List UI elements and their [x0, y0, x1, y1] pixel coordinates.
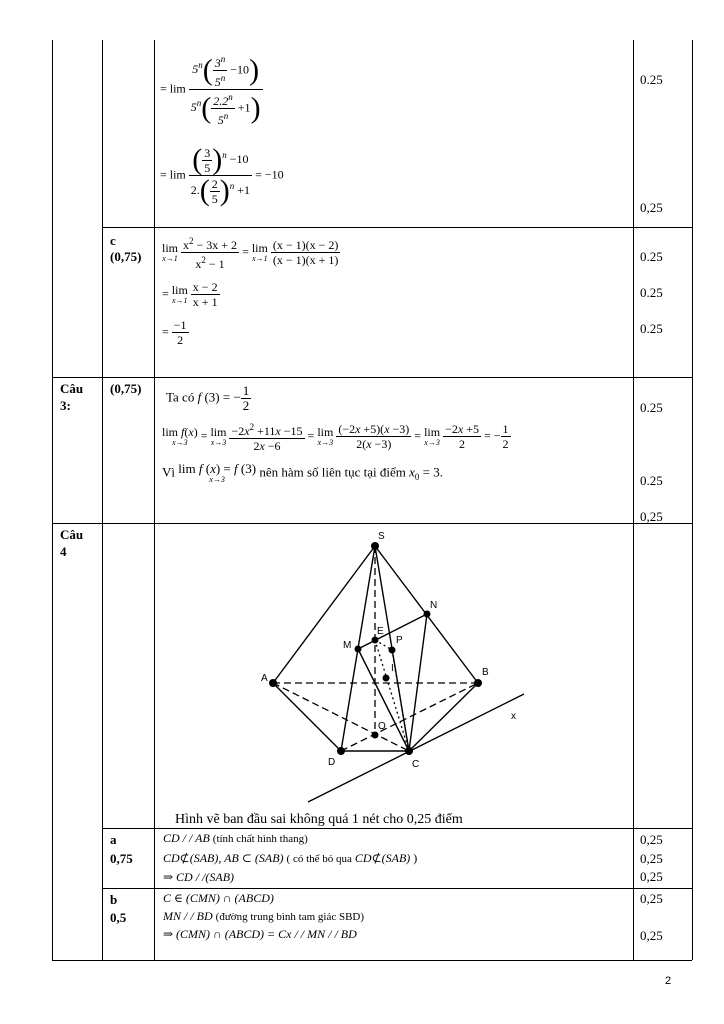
part-b-label: b [110, 892, 118, 907]
point-C [405, 747, 413, 755]
part-b-points: 0,5 [110, 910, 127, 925]
score-c2: 0.25 [640, 285, 663, 300]
point-P [389, 647, 396, 654]
score-r2: 0,25 [640, 200, 663, 215]
edge-MN [358, 614, 427, 649]
part-b-line-1: C ∈ (CMN) ∩ (ABCD) [163, 891, 274, 905]
part-a-note-2: ( có thể bỏ qua [286, 853, 352, 865]
cau4-label: Câu [60, 527, 84, 542]
score-cau3-3: 0,25 [640, 509, 663, 524]
hidden-edge-DB [341, 683, 478, 751]
point-D [337, 747, 345, 755]
dotted-EC [375, 640, 409, 751]
label-S: S [378, 531, 385, 542]
label-E: E [377, 626, 384, 637]
math-c-step-3: = $\frac{-1}{2}$ [162, 318, 187, 347]
label-B: B [482, 667, 489, 678]
point-M [355, 646, 362, 653]
label-A: A [261, 673, 268, 684]
label-O: O [378, 721, 386, 732]
part-b-note: (đường trung bình tam giác SBD) [215, 911, 365, 923]
part-a-line-2: CD⊄(SAB), AB ⊂ (SAB) ( có thể bỏ qua CD⊄(SAB) ) [163, 851, 418, 865]
score-a1: 0,25 [640, 832, 663, 847]
score-cau3-1: 0.25 [640, 400, 663, 415]
row-c-points: (0,75) [110, 249, 142, 264]
point-E [372, 637, 379, 644]
point-I [383, 675, 390, 682]
point-B [474, 679, 482, 687]
edge-CB [409, 683, 478, 751]
label-C: C [412, 759, 420, 770]
cau3-conclusion-line: Vì lim f (x) = f (3) x→3 nên hàm số liên tục tại điểm $x_0 = 3$. [162, 461, 444, 484]
math-c-step-1: lim x→1 $\frac{x^2 - 3x + 2}{x^2 - 1}$ = lim x→1 $\frac{(x - 1)(x - 2)}{(x - 1)(x + 1)}$ [162, 236, 339, 271]
label-M: M [343, 640, 352, 651]
part-a-line-3: ⇒ CD / /(SAB) [163, 870, 235, 884]
part-b-line-3: ⇒ (CMN) ∩ (ABCD) = Cx / / MN / / BD [163, 927, 357, 941]
label-N: N [430, 600, 438, 611]
edge-SA [273, 546, 375, 683]
part-a-label: a [110, 832, 117, 847]
math-cau3-limit: lim f(x) x→3 = lim x→3 $\frac{-2x^2 +11x -15}{2x -6}$ = lim x→3 $\frac{(-2x +5)(x -3)}{2(x -3)}$ = lim x→3 $\frac{-2x +5}{2}$ = − $\frac{1}{2}$ [162, 422, 509, 453]
cau3-conclusion: nên hàm số liên tục tại điểm [259, 464, 406, 480]
point-A [269, 679, 277, 687]
score-b1: 0,25 [640, 891, 663, 906]
label-P: P [396, 635, 403, 646]
edge-AD [273, 683, 341, 751]
cau3-number: 3: [60, 398, 71, 413]
math-limit-step-2: = lim ( $\frac{3}{5}$ )$^n$ −10 2.( $\frac{2}{5}$ )$^n$ +1 = −10 [160, 143, 284, 207]
score-r1: 0.25 [640, 72, 663, 87]
row-c-label: c [110, 233, 116, 248]
score-cau3-2: 0.25 [640, 473, 663, 488]
point-O [372, 732, 379, 739]
score-c1: 0.25 [640, 249, 663, 264]
edge-MC [358, 649, 409, 751]
part-a-points: 0,75 [110, 851, 133, 866]
score-b2: 0,25 [640, 928, 663, 943]
cau3-points: (0,75) [110, 381, 142, 396]
part-a-note-1: (tính chất hình thang) [212, 833, 308, 845]
cau3-vi: Vì [162, 464, 175, 480]
part-b-line-2: MN / / BD (đường trung bình tam giác SBD) [163, 909, 365, 923]
cau4-number: 4 [60, 544, 67, 559]
cau3-ta-co-line: Ta có f (3) = − $\frac{1}{2}$ [166, 383, 250, 413]
label-x: x [511, 711, 516, 722]
score-a3: 0,25 [640, 869, 663, 884]
figure-caption: Hình vẽ ban đầu sai không quá 1 nét cho 0,25 điểm [175, 812, 463, 827]
part-a-line-1: CD / / AB (tính chất hình thang) [163, 831, 308, 845]
hidden-edge-AC [273, 683, 409, 751]
math-limit-step-1: = lim 5$^n$( $\frac{3^n}{5^n}$ −10) 5$^n$( $\frac{2.2^n}{5^n}$ +1) [160, 53, 261, 127]
score-a2: 0,25 [640, 851, 663, 866]
point-N [424, 611, 431, 618]
point-S [371, 542, 379, 550]
label-D: D [328, 757, 336, 768]
page-number: 2 [665, 975, 672, 987]
cau3-label: Câu [60, 381, 84, 396]
label-I: I [391, 663, 394, 674]
score-c3: 0.25 [640, 321, 663, 336]
math-c-step-2: = lim x→1 $\frac{x - 2}{x + 1}$ [162, 280, 218, 309]
cau3-ta-co: Ta có [166, 389, 195, 405]
